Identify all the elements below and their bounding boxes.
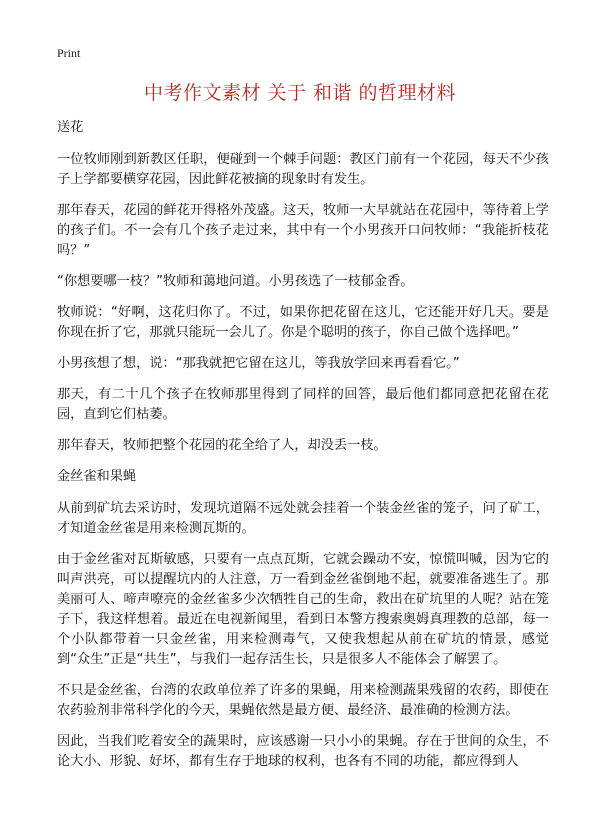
paragraph: 那年春天，花园的鲜花开得格外茂盛。这天，牧师一大早就站在花园中，等待着上学的孩子们。不一会有几个孩子走过来，其中有一个小男孩开口问牧师：“我能折枝花吗？” xyxy=(57,203,549,258)
paragraph: 不只是金丝雀，台湾的农政单位养了许多的果蝇，用来检测蔬果残留的农药，即使在农药验剂非常科学化的今天，果蝇依然是最方便、最经济、最准确的检测方法。 xyxy=(57,683,549,718)
print-label: Print xyxy=(57,46,81,60)
paragraph: 一位牧师刚到新教区任职，便碰到一个棘手问题：教区门前有一个花园，每天不少孩子上学都要横穿花园，因此鲜花被摘的现象时有发生。 xyxy=(57,152,549,187)
paragraph: 因此，当我们吃着安全的蔬果时，应该感谢一只小小的果蝇。存在于世间的众生，不论大小、形貌、好坏，都有生存于地球的权利，也各有不同的功能，都应得到人 xyxy=(57,734,549,769)
section-heading: 金丝雀和果蝇 xyxy=(57,469,137,484)
paragraph: 由于金丝雀对瓦斯敏感，只要有一点点瓦斯，它就会躁动不安，惊慌叫喊，因为它的叫声洪亮，可以提醒坑内的人注意，万一看到金丝雀倒地不起，就要准备逃生了。那美丽可人、啼声嘹亮的金丝雀多少次牺牲自己的生命，救出在矿坑里的人呢？站在笼子下，我这样想着。最近在电视新闻里，看到日本警方搜索奥姆真理教的总部，每一个小队都带着一只金丝雀，用来检测毒气，又使我想起从前在矿坑的情景，感觉到“众生”正是“共生”，与我们一起存活生长，只是很多人不能体会了解罢了。 xyxy=(57,552,549,667)
paragraph: 那天，有二十几个孩子在牧师那里得到了同样的回答，最后他们都同意把花留在花园，直到它们枯萎。 xyxy=(57,387,549,422)
paragraph: 小男孩想了想，说：“那我就把它留在这儿，等我放学回来再看看它。” xyxy=(57,356,460,371)
paragraph: 从前到矿坑去采访时，发现坑道隔不远处就会挂着一个装金丝雀的笼子，问了矿工，才知道金丝雀是用来检测瓦斯的。 xyxy=(57,501,549,536)
section-heading: 送花 xyxy=(57,120,84,135)
document-body xyxy=(57,118,549,783)
document-title: 中考作文素材 关于 和谐 的哲理材料 xyxy=(143,82,457,104)
paragraph: 那年春天，牧师把整个花园的花全给了人，却没丢一枝。 xyxy=(57,438,387,453)
paragraph: 牧师说：“好啊，这花归你了。不过，如果你把花留在这儿，它还能开好几天。要是你现在折了它，那就只能玩一会儿了。你是个聪明的孩子，你自己做个选择吧。” xyxy=(57,305,549,340)
paragraph: “你想要哪一枝？”牧师和蔼地问道。小男孩选了一枝郁金香。 xyxy=(57,274,414,289)
